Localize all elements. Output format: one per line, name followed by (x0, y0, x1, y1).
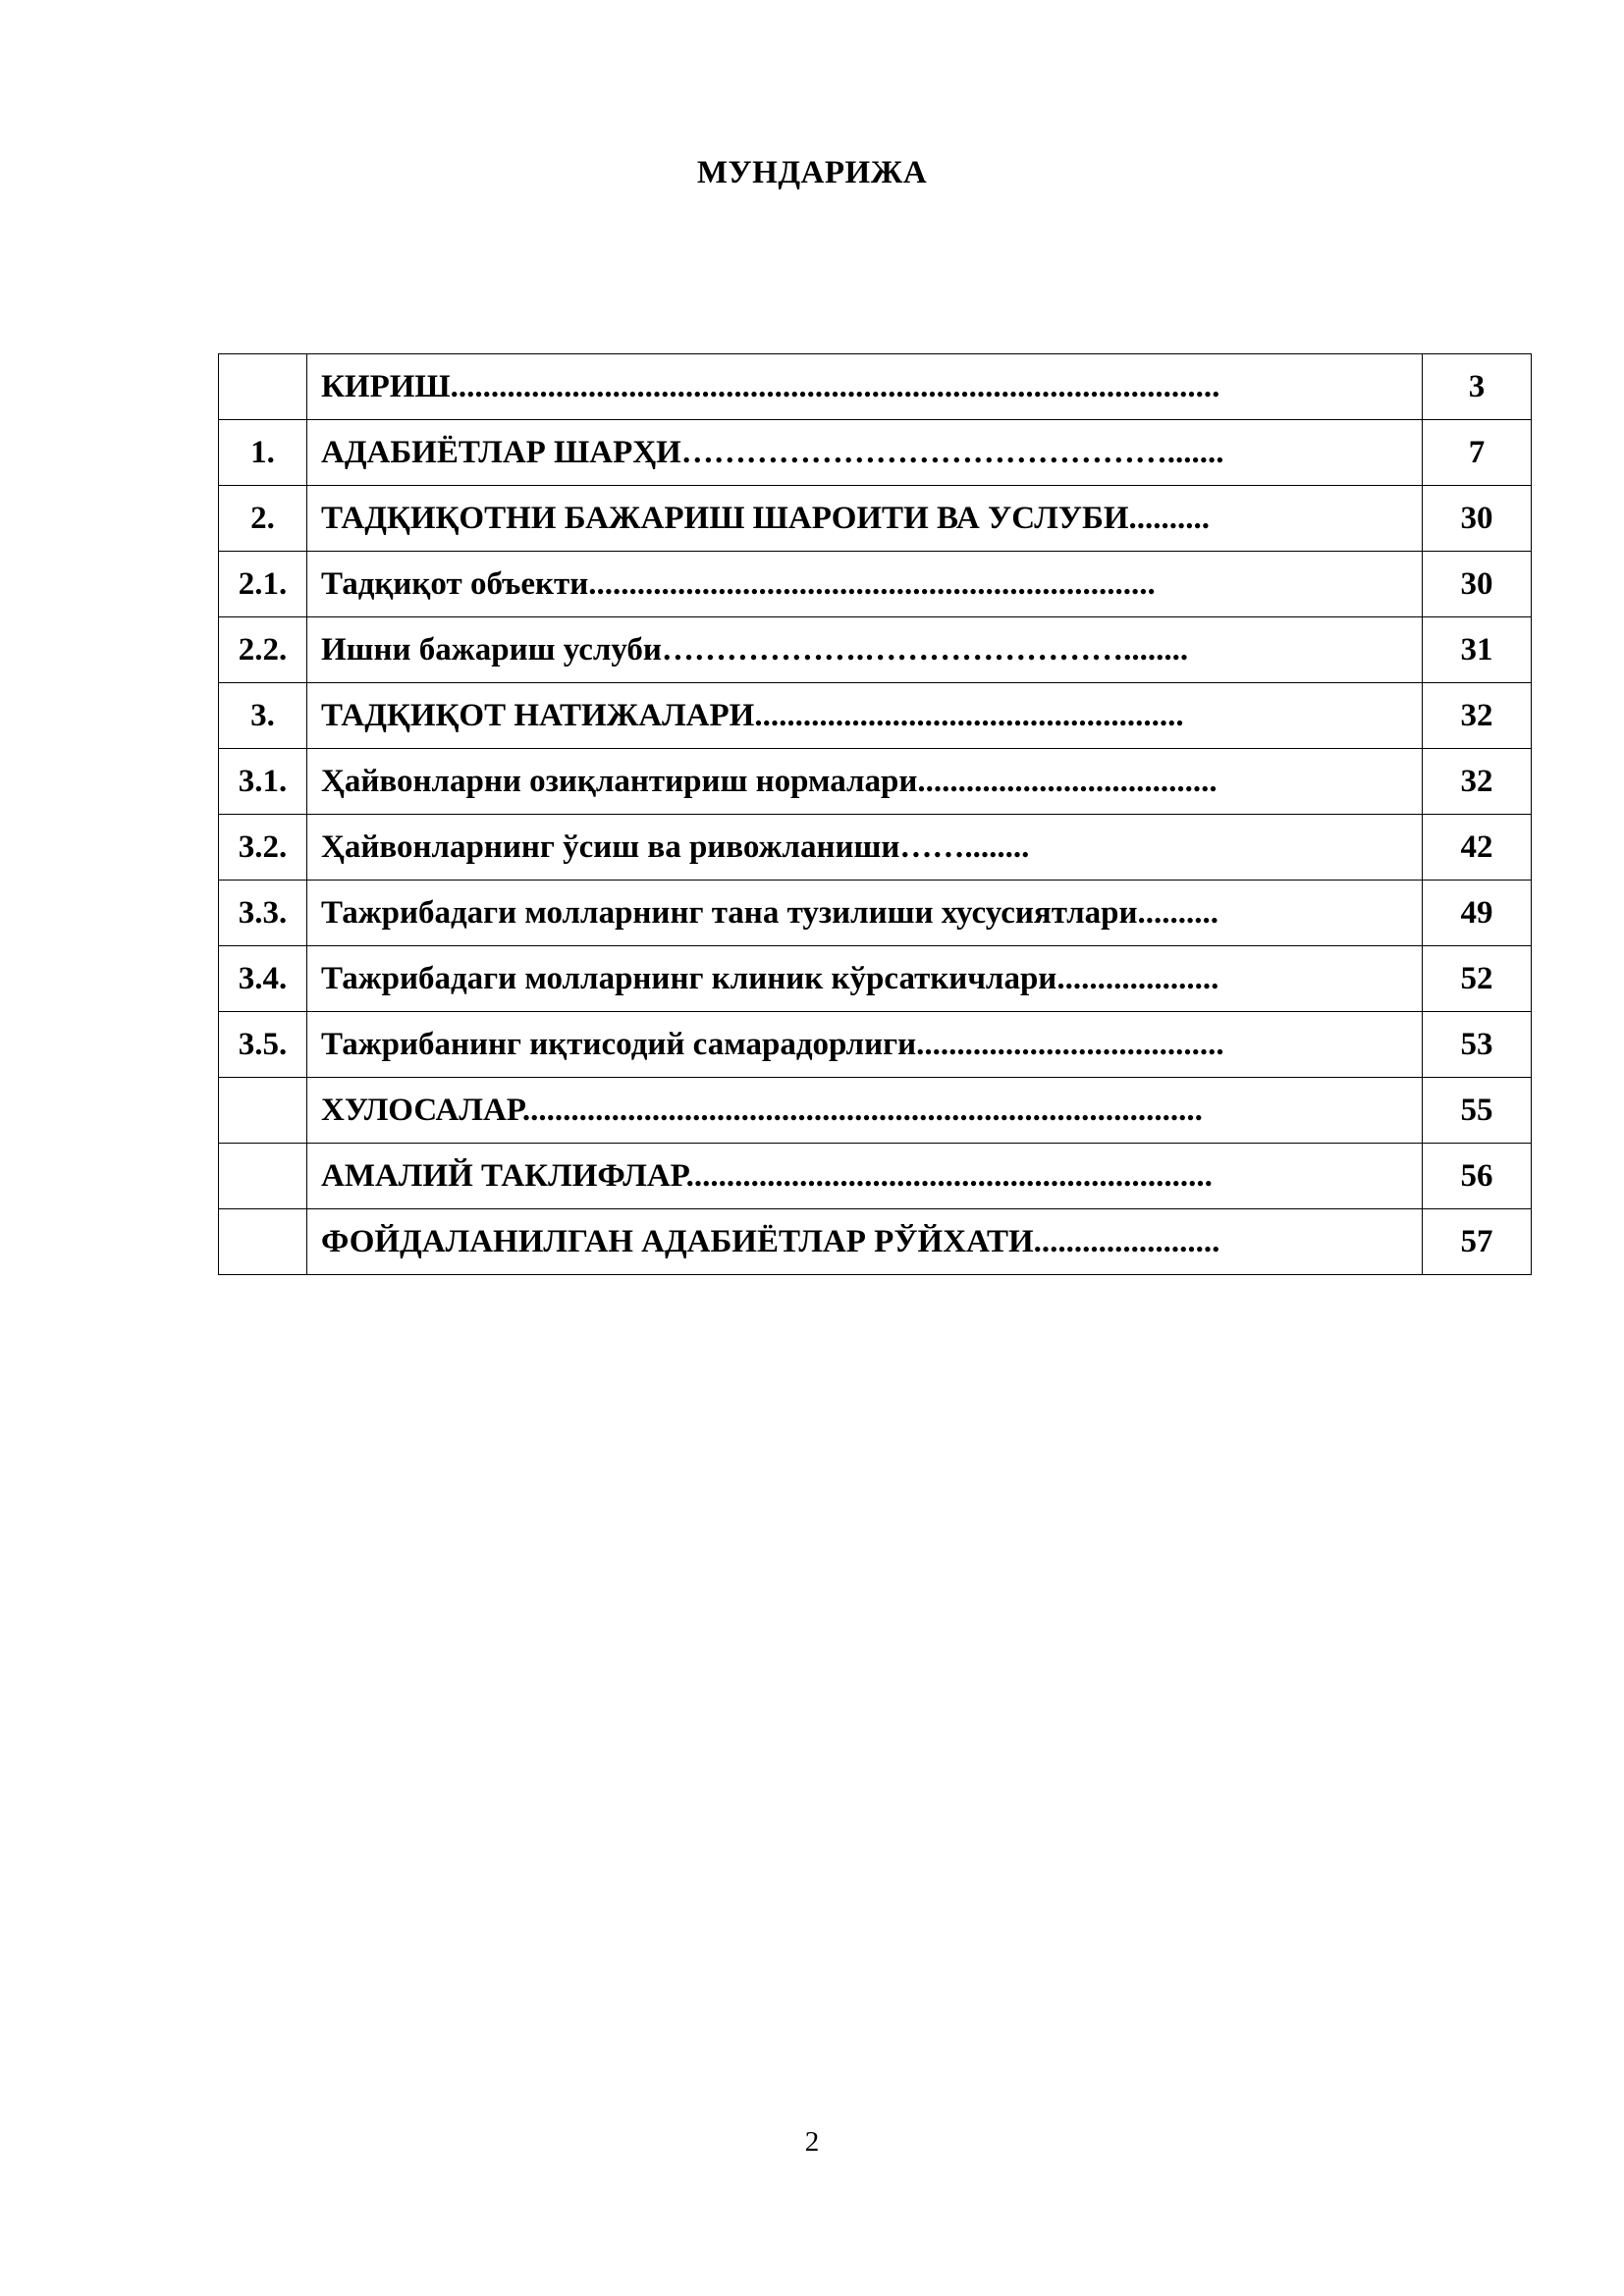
toc-page-number: 42 (1423, 815, 1532, 881)
toc-row (219, 946, 1532, 1012)
toc-row (219, 354, 1532, 420)
toc-row (219, 1012, 1532, 1078)
toc-section-number: 3.1. (219, 749, 307, 815)
toc-page-number: 30 (1423, 552, 1532, 617)
table-of-contents (218, 353, 1532, 1275)
toc-row (219, 749, 1532, 815)
toc-row (219, 881, 1532, 946)
toc-row (219, 683, 1532, 749)
toc-section-number: 2.1. (219, 552, 307, 617)
toc-section-number (219, 354, 307, 420)
toc-section-number: 3. (219, 683, 307, 749)
toc-section-number: 3.2. (219, 815, 307, 881)
toc-page-number: 3 (1423, 354, 1532, 420)
toc-section-number (219, 1144, 307, 1209)
toc-section-number: 2.2. (219, 617, 307, 683)
toc-page-number: 30 (1423, 486, 1532, 552)
page-number: 2 (804, 2126, 820, 2158)
toc-row (219, 1144, 1532, 1209)
toc-section-title: Ҳайвонларни озиқлантириш нормалари..................................... (307, 749, 1423, 815)
page-title: МУНДАРИЖА (696, 155, 928, 190)
toc-section-title: ТАДҚИҚОТНИ БАЖАРИШ ШАРОИТИ ВА УСЛУБИ.......... (307, 486, 1423, 552)
toc-section-title: Ҳайвонларнинг ўсиш ва ривожланиши……........ (307, 815, 1423, 881)
toc-page-number: 32 (1423, 683, 1532, 749)
toc-row (219, 1209, 1532, 1275)
toc-section-number: 3.5. (219, 1012, 307, 1078)
toc-page-number: 7 (1423, 420, 1532, 486)
toc-section-title: Тажрибадаги молларнинг клиник кўрсаткичлари.................... (307, 946, 1423, 1012)
toc-section-number (219, 1209, 307, 1275)
toc-section-title: Ишни бажариш услуби……………….……………………........ (307, 617, 1423, 683)
toc-page-number: 55 (1423, 1078, 1532, 1144)
toc-row (219, 486, 1532, 552)
toc-page-number: 32 (1423, 749, 1532, 815)
toc-section-title: ТАДҚИҚОТ НАТИЖАЛАРИ..................................................... (307, 683, 1423, 749)
toc-row (219, 815, 1532, 881)
toc-section-title: АДАБИЁТЛАР ШАРҲИ………………………………………....... (307, 420, 1423, 486)
toc-page-number: 52 (1423, 946, 1532, 1012)
toc-section-title: АМАЛИЙ ТАКЛИФЛАР................................................................. (307, 1144, 1423, 1209)
toc-page-number: 56 (1423, 1144, 1532, 1209)
toc-section-title: КИРИШ............................................................................................... (307, 354, 1423, 420)
toc-section-title: ХУЛОСАЛАР.................................................................................... (307, 1078, 1423, 1144)
toc-row (219, 617, 1532, 683)
toc-row (219, 1078, 1532, 1144)
toc-section-title: Тадқиқот объекти...................................................................... (307, 552, 1423, 617)
toc-section-title: ФОЙДАЛАНИЛГАН АДАБИЁТЛАР РЎЙХАТИ....................... (307, 1209, 1423, 1275)
toc-section-title: Тажрибанинг иқтисодий самарадорлиги...................................... (307, 1012, 1423, 1078)
toc-page-number: 53 (1423, 1012, 1532, 1078)
toc-section-number: 3.3. (219, 881, 307, 946)
toc-page-number: 49 (1423, 881, 1532, 946)
toc-row (219, 552, 1532, 617)
toc-section-title: Тажрибадаги молларнинг тана тузилиши хусусиятлари.......... (307, 881, 1423, 946)
toc-section-number: 3.4. (219, 946, 307, 1012)
toc-page-number: 57 (1423, 1209, 1532, 1275)
toc-section-number: 2. (219, 486, 307, 552)
toc-row (219, 420, 1532, 486)
toc-body (219, 354, 1532, 1275)
toc-page-number: 31 (1423, 617, 1532, 683)
toc-section-number: 1. (219, 420, 307, 486)
toc-section-number (219, 1078, 307, 1144)
